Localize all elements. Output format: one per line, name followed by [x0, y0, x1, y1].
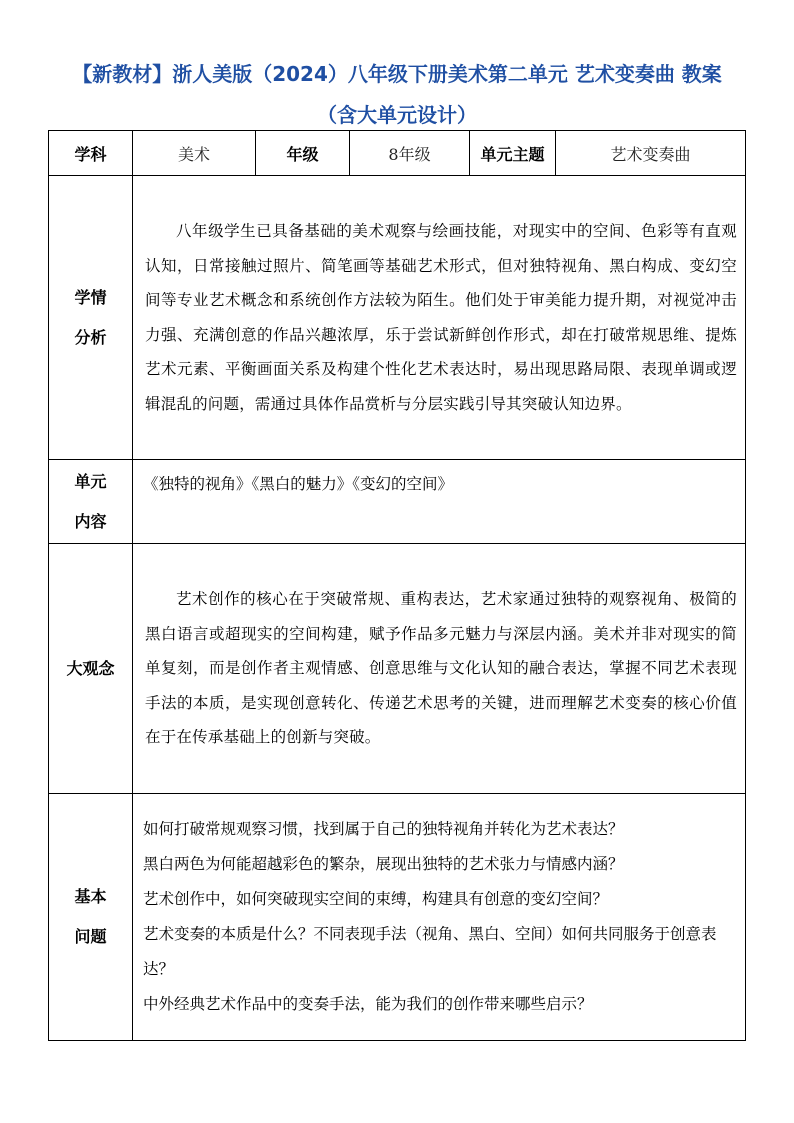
big-idea-row	[49, 544, 746, 794]
big-idea-cell	[133, 544, 746, 794]
grade-value: 8年级	[350, 131, 470, 176]
basic-questions-list	[133, 794, 746, 1041]
document-title-line-2: （含大单元设计）	[317, 103, 477, 127]
basic-question-item: 如何打破常规观察习惯，找到属于自己的独特视角并转化为艺术表达？	[143, 820, 624, 838]
lesson-plan-table	[48, 130, 746, 1041]
grade-label: 年级	[256, 131, 350, 176]
unit-content-row	[49, 460, 746, 544]
unit-theme-value: 艺术变奏曲	[556, 131, 746, 176]
basic-question-item: 艺术变奏的本质是什么？不同表现手法（视角、黑白、空间）如何共同服务于创意表达？	[143, 925, 717, 978]
basic-questions-row	[49, 794, 746, 1041]
big-idea-text: 艺术创作的核心在于突破常规、重构表达，艺术家通过独特的观察视角、极简的黑白语言或超现实的空间构建，赋予作品多元魅力与深层内涵。美术并非对现实的简单复刻，而是创作者主观情感、创意思维与文化认知的融合表达，掌握不同艺术表现手法的本质，是实现创意转化、传递艺术思考的关键，进而理解艺术变奏的核心价值在于在传承基础上的创新与突破。	[145, 590, 737, 747]
subject-value: 美术	[133, 131, 256, 176]
basic-questions-label-line-2: 问题	[74, 927, 107, 946]
learner-analysis-label-line-1: 学情	[74, 287, 107, 307]
basic-question-item: 中外经典艺术作品中的变奏手法，能为我们的创作带来哪些启示？	[143, 995, 593, 1013]
basic-question-item: 黑白两色为何能超越彩色的繁杂，展现出独特的艺术张力与情感内涵？	[143, 855, 624, 873]
unit-theme-label: 单元主题	[470, 131, 556, 176]
learner-analysis-label	[49, 176, 133, 460]
learner-analysis-label-line-2: 分析	[74, 327, 107, 347]
unit-content-label-line-1: 单元	[74, 471, 107, 491]
learner-analysis-row	[49, 176, 746, 460]
header-row	[49, 131, 746, 176]
subject-label: 学科	[49, 131, 133, 176]
basic-question-item: 艺术创作中，如何突破现实空间的束缚，构建具有创意的变幻空间？	[143, 890, 609, 908]
unit-content-label-line-2: 内容	[74, 511, 107, 531]
basic-questions-label	[49, 794, 133, 1041]
document-title-line-1: 【新教材】浙人美版（2024）八年级下册美术第二单元 艺术变奏曲 教案	[72, 62, 722, 86]
unit-content-text: 《独特的视角》《黑白的魅力》《变幻的空间》	[133, 460, 746, 544]
learner-analysis-text: 八年级学生已具备基础的美术观察与绘画技能，对现实中的空间、色彩等有直观认知，日常接触过照片、简笔画等基础艺术形式，但对独特视角、黑白构成、变幻空间等专业艺术概念和系统创作方法较为陌生。他们处于审美能力提升期，对视觉冲击力强、充满创意的作品兴趣浓厚，乐于尝试新鲜创作形式，却在打破常规思维、提炼艺术元素、平衡画面关系及构建个性化艺术表达时，易出现思路局限、表现单调或逻辑混乱的问题，需通过具体作品赏析与分层实践引导其突破认知边界。	[145, 222, 737, 413]
basic-questions-label-line-1: 基本	[74, 887, 107, 906]
big-idea-label: 大观念	[49, 544, 133, 794]
unit-content-label	[49, 460, 133, 544]
learner-analysis-cell	[133, 176, 746, 460]
